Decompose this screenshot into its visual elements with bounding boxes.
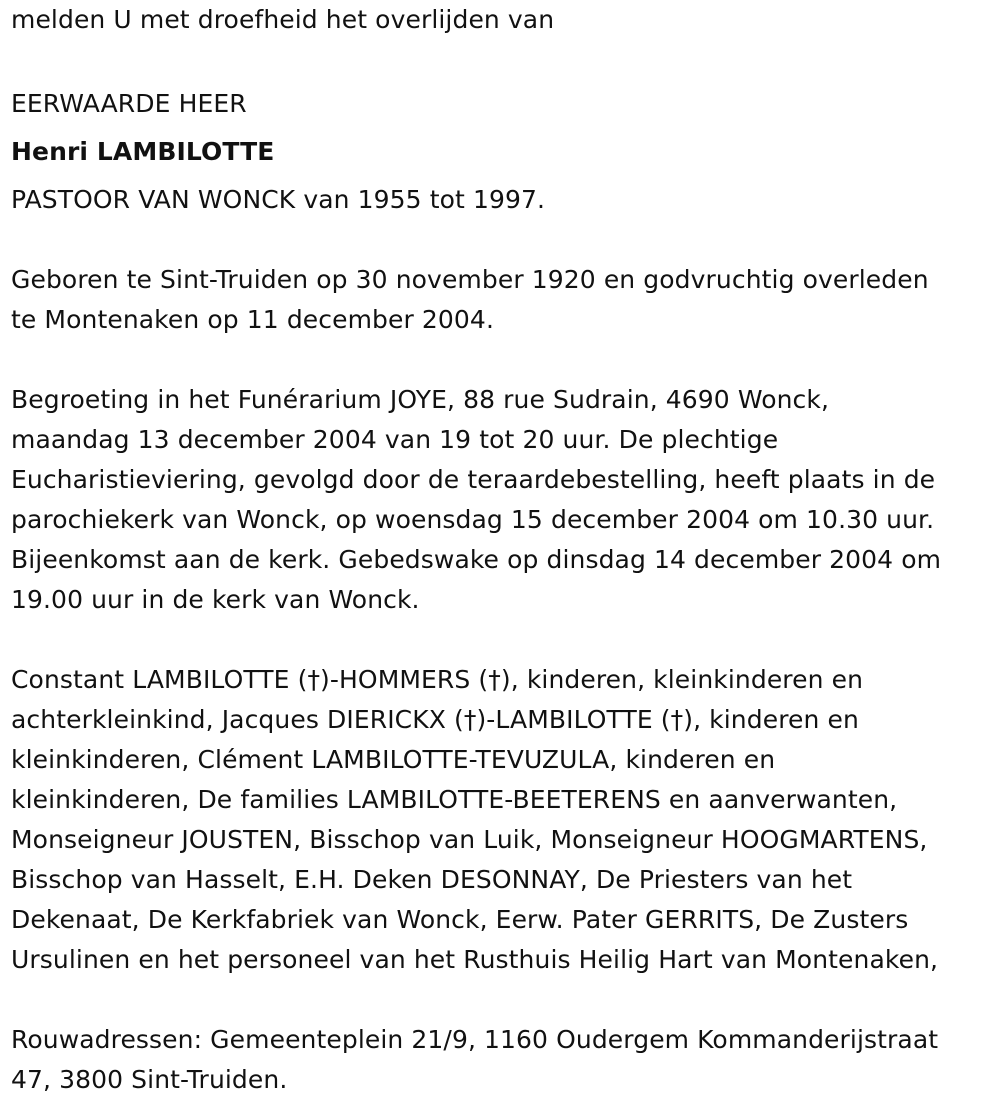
spacer (11, 220, 996, 260)
paragraph-line: Begroeting in het Funérarium JOYE, 88 rue Sudrain, 4690 Wonck, (11, 385, 830, 414)
paragraph-line: Rouwadressen: Gemeenteplein 21/9, 1160 Oudergem Kommanderijstraat (11, 1025, 939, 1054)
addresses-paragraph (11, 1020, 996, 1100)
deceased-name: Henri LAMBILOTTE (11, 137, 275, 166)
birth-death-paragraph (11, 260, 996, 340)
paragraph-line: Monseigneur JOUSTEN, Bisschop van Luik, Monseigneur HOOGMARTENS, (11, 825, 928, 854)
intro-line: melden U met droefheid het overlijden van (11, 5, 555, 34)
paragraph-line: 47, 3800 Sint-Truiden. (11, 1065, 288, 1094)
paragraph-line: parochiekerk van Wonck, op woensdag 15 december 2004 om 10.30 uur. (11, 505, 935, 534)
spacer (11, 620, 996, 660)
spacer (11, 340, 996, 380)
deceased-role: PASTOOR VAN WONCK van 1955 tot 1997. (11, 185, 546, 214)
obituary-text (11, 0, 996, 1100)
deceased-name-row (11, 132, 996, 172)
paragraph-line: Eucharistieviering, gevolgd door de teraardebestelling, heeft plaats in de (11, 465, 936, 494)
paragraph-line: Bisschop van Hasselt, E.H. Deken DESONNAY, De Priesters van het (11, 865, 853, 894)
deceased-title: EERWAARDE HEER (11, 89, 247, 118)
paragraph-line: achterkleinkind, Jacques DIERICKX (†)-LAMBILOTTE (†), kinderen en (11, 705, 859, 734)
paragraph-line: maandag 13 december 2004 van 19 tot 20 uur. De plechtige (11, 425, 779, 454)
spacer (11, 40, 996, 80)
paragraph-line: 19.00 uur in de kerk van Wonck. (11, 585, 420, 614)
paragraph-line: Ursulinen en het personeel van het Rusthuis Heilig Hart van Montenaken, (11, 945, 939, 974)
family-paragraph (11, 660, 996, 980)
paragraph-line: Constant LAMBILOTTE (†)-HOMMERS (†), kinderen, kleinkinderen en (11, 665, 864, 694)
paragraph-line: kleinkinderen, De families LAMBILOTTE-BEETERENS en aanverwanten, (11, 785, 898, 814)
paragraph-line: Geboren te Sint-Truiden op 30 november 1920 en godvruchtig overleden (11, 265, 929, 294)
paragraph-line: te Montenaken op 11 december 2004. (11, 305, 494, 334)
spacer (11, 980, 996, 1020)
paragraph-line: kleinkinderen, Clément LAMBILOTTE-TEVUZULA, kinderen en (11, 745, 776, 774)
paragraph-line: Bijeenkomst aan de kerk. Gebedswake op dinsdag 14 december 2004 om (11, 545, 942, 574)
ceremony-paragraph (11, 380, 996, 620)
paragraph-line: Dekenaat, De Kerkfabriek van Wonck, Eerw. Pater GERRITS, De Zusters (11, 905, 909, 934)
